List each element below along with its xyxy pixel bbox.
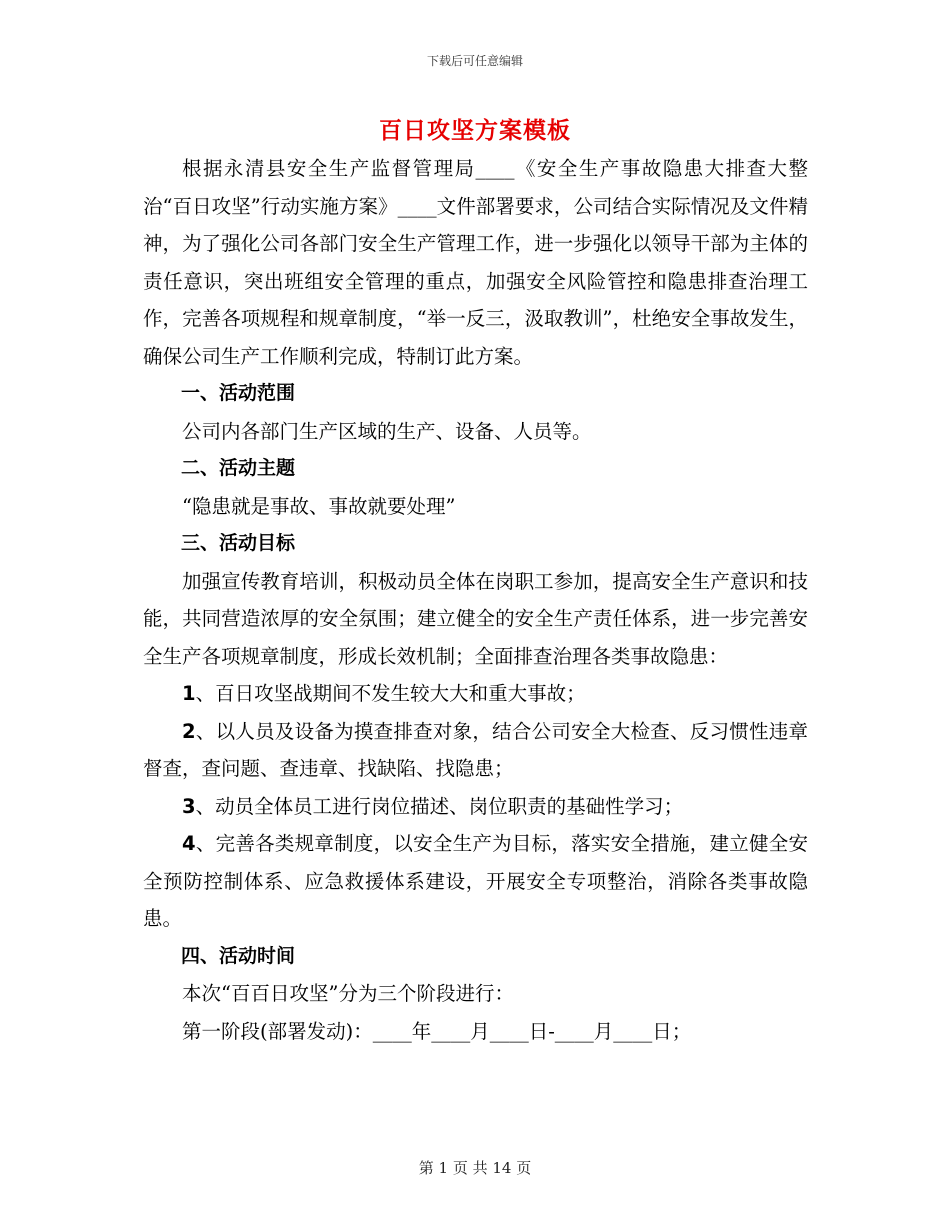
document-body bbox=[143, 150, 808, 1050]
page-footer: 第 1 页 共 14 页 bbox=[418, 1159, 532, 1177]
section-text-goals: 加强宣传教育培训，积极动员全体在岗职工参加，提高安全生产意识和技能，共同营造浓厚的安全氛围；建立健全的安全生产责任体系，进一步完善安全生产各项规章制度，形成长效机制；全面排查治理各类事故隐患： bbox=[143, 569, 808, 668]
goal-item-number: 2 bbox=[182, 719, 196, 743]
section-heading-scope: 一、活动范围 bbox=[181, 382, 296, 404]
document-title: 百日攻坚方案模板 bbox=[379, 117, 571, 144]
intro-paragraph: 根据永清县安全生产监督管理局____《安全生产事故隐患大排查大整治“百日攻坚”行动实施方案》____文件部署要求，公司结合实际情况及文件精神，为了强化公司各部门安全生产管理工作，进一步强化以领导干部为主体的责任意识，突出班组安全管理的重点，加强安全风险管控和隐患排查治理工作，完善各项规程和规章制度，“举一反三，汲取教训”，杜绝安全事故发生，确保公司生产工作顺利完成，特制订此方案。 bbox=[143, 157, 808, 368]
phase-one-line: 第一阶段(部署发动)：____年____月____日-____月____日； bbox=[182, 1019, 692, 1043]
goal-item-text: 、百日攻坚战期间不发生较大大和重大事故； bbox=[195, 682, 586, 705]
section-text-scope: 公司内各部门生产区域的生产、设备、人员等。 bbox=[182, 419, 592, 443]
section-heading-goals: 三、活动目标 bbox=[181, 532, 296, 554]
goal-item bbox=[143, 825, 808, 938]
goal-item bbox=[143, 788, 808, 826]
section-heading-time: 四、活动时间 bbox=[181, 944, 296, 967]
goal-item-number: 1 bbox=[182, 682, 196, 705]
goal-item-text: 、以人员及设备为摸查排查对象，结合公司安全大检查、反习惯性违章督查，查问题、查违章、找缺陷、找隐患； bbox=[143, 719, 808, 780]
goal-item bbox=[143, 713, 808, 788]
goal-item bbox=[143, 675, 808, 713]
section-text-theme: “隐患就是事故、事故就要处理” bbox=[182, 494, 456, 518]
header-note: 下载后可任意编辑 bbox=[426, 54, 523, 68]
goal-item-number: 4 bbox=[182, 832, 196, 855]
goal-item-text: 、动员全体员工进行岗位描述、岗位职责的基础性学习； bbox=[195, 794, 684, 818]
goal-item-text: 、完善各类规章制度，以安全生产为目标，落实安全措施，建立健全安全预防控制体系、应急救援体系建设，开展安全专项整治，消除各类事故隐患。 bbox=[143, 832, 808, 930]
section-heading-theme: 二、活动主题 bbox=[181, 457, 296, 479]
goal-item-number: 3 bbox=[182, 794, 196, 818]
section-text-time: 本次“百百日攻坚”分为三个阶段进行： bbox=[182, 982, 514, 1005]
